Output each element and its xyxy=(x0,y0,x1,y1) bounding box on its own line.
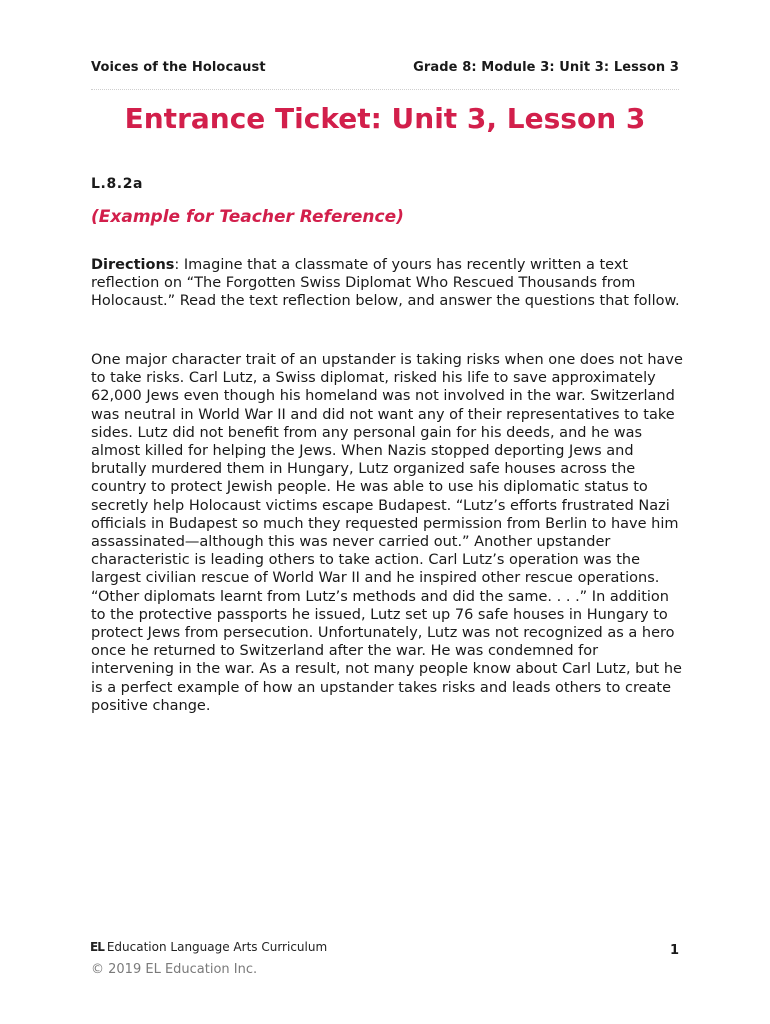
el-curriculum-logo xyxy=(90,940,327,954)
el-logo-icon: EL xyxy=(90,940,104,954)
page-title: Entrance Ticket: Unit 3, Lesson 3 xyxy=(124,102,646,135)
header-module-title: Voices of the Holocaust xyxy=(91,60,266,75)
header-divider xyxy=(91,89,679,90)
directions-paragraph xyxy=(91,256,683,311)
copyright-notice: © 2019 EL Education Inc. xyxy=(91,962,258,977)
teacher-reference-subtitle: (Example for Teacher Reference) xyxy=(91,207,404,227)
page-number: 1 xyxy=(669,943,679,958)
standard-code: L.8.2a xyxy=(91,176,144,192)
text-reflection-paragraph: One major character trait of an upstander is taking risks when one does not have to take risks. Carl Lutz, a Swiss diplomat, risked his life to save approximately 62,000 Jews even though his homeland was not involved in the war. Switzerland was neutral in World War II and did not want any of their representatives to take sides. Lutz did not benefit from any personal gain for his deeds, and he was almost killed for helping the Jews. When Nazis stopped deporting Jews and brutally murdered them in Hungary, Lutz organized safe houses across the country to protect Jewish people. He was able to use his diplomatic status to secretly help Holocaust victims escape Budapest. “Lutz’s efforts frustrated Nazi officials in Budapest so much they requested permission from Berlin to have him assassinated—although this was never carried out.” Another upstander characteristic is leading others to take action. Carl Lutz’s operation was the largest civilian rescue of World War II and he inspired other rescue operations. “Other diplomats learnt from Lutz’s methods and did the same. . . .” In addition to the protective passports he issued, Lutz set up 76 safe houses in Hungary to protect Jews from persecution. Unfortunately, Lutz was not recognized as a hero once he returned to Switzerland after the war. He was condemned for intervening in the war. As a result, not many people know about Carl Lutz, but he is a perfect example of how an upstander takes risks and leads others to create positive change. xyxy=(91,352,683,714)
header-lesson-info: Grade 8: Module 3: Unit 3: Lesson 3 xyxy=(413,60,679,75)
directions-label: Directions xyxy=(91,257,175,273)
page-header xyxy=(91,60,679,75)
logo-text: Education Language Arts Curriculum xyxy=(106,940,328,954)
directions-text: : Imagine that a classmate of yours has recently written a text reflection on “The Forgotten Swiss Diplomat Who Rescued Thousands from Holocaust.” Read the text reflection below, and answer the questions that follow. xyxy=(91,257,680,310)
